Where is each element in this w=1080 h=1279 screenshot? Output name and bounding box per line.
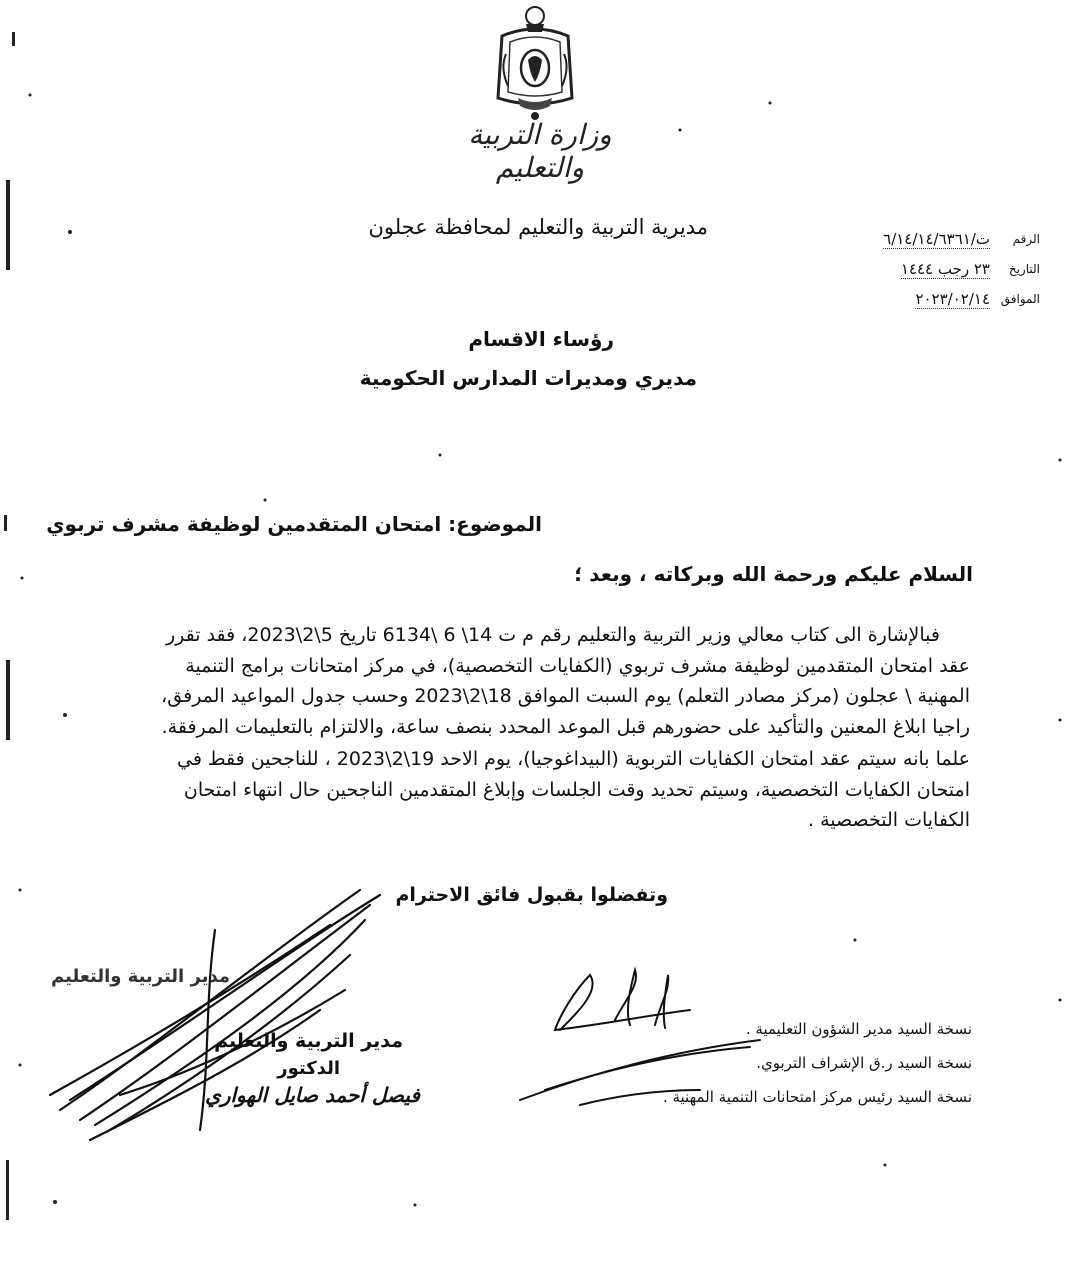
signatory-name: فيصل أحمد صايل الهواري bbox=[205, 1083, 420, 1107]
gregorian-date-label: الموافق bbox=[1000, 292, 1040, 306]
hijri-date-label: التاريخ bbox=[1008, 262, 1040, 276]
closing-line: وتفضلوا بقبول فائق الاحترام bbox=[395, 884, 668, 906]
hijri-date-value: ٢٣ رجب ١٤٤٤ bbox=[900, 260, 990, 278]
subject-line: الموضوع: امتحان المتقدمين لوظيفة مشرف تربوي bbox=[46, 512, 542, 536]
stamp-title: مدير التربية والتعليم bbox=[51, 966, 230, 987]
body-paragraph-2: علما بانه سيتم عقد امتحان الكفايات التربوية (البيداغوجيا)، يوم الاحد 19\2\2023 ، للناجحين فقط في امتحان الكفايات التخصصية، وسيتم تحديد وقت الجلسات وإبلاغ المتقدمين الناجحين حال انتهاء امتحان الكفايات التخصصية . bbox=[177, 748, 970, 831]
addressee-line-1: رؤساء الاقسام bbox=[468, 327, 614, 351]
greeting-line: السلام عليكم ورحمة الله وبركاته ، وبعد ؛ bbox=[574, 562, 973, 586]
body-paragraph-1: فبالإشارة الى كتاب معالي وزير التربية والتعليم رقم م ت 14\ 6 \6134 تاريخ 5\2\2023، فقد تقرر عقد امتحان المتقدمين لوظيفة مشرف تربوي (الكفايات التخصصية)، في مركز امتحانات برامج التنمية المهنية \ عجلون (مركز مصادر التعلم) يوم السبت الموافق 18\2\2023 وحسب جدول المواعيد المرفق، راجيا ابلاغ المعنين والتأكيد على حضورهم قبل الموعد المحدد بنصف ساعة، والالتزام بالتعليمات المرفقة. bbox=[161, 624, 970, 738]
signatory-title: مدير التربية والتعليم bbox=[214, 1030, 403, 1052]
reference-number-label: الرقم bbox=[1012, 232, 1040, 246]
directorate-name: مديرية التربية والتعليم لمحافظة عجلون bbox=[368, 215, 708, 239]
copy-item: نسخة السيد مدير الشؤون التعليمية . bbox=[745, 1020, 972, 1038]
copy-item: نسخة السيد رئيس مركز امتحانات التنمية المهنية . bbox=[662, 1088, 972, 1106]
copies-signature bbox=[520, 970, 760, 1105]
scan-noise bbox=[4, 32, 1062, 1220]
director-signature bbox=[50, 890, 380, 1140]
copy-item: نسخة السيد ر.ق الإشراف التربوي. bbox=[756, 1054, 972, 1072]
addressee-line-2: مديري ومديرات المدارس الحكومية bbox=[359, 366, 697, 390]
gregorian-date-value: ٢٠٢٣/٠٢/١٤ bbox=[915, 290, 990, 308]
signatory-degree: الدكتور bbox=[277, 1058, 340, 1079]
ministry-logotype: وزارة التربية والتعليم bbox=[468, 118, 612, 184]
reference-number-value: ت/٦/١٤/١٤/٦٣٦١ bbox=[883, 230, 990, 248]
